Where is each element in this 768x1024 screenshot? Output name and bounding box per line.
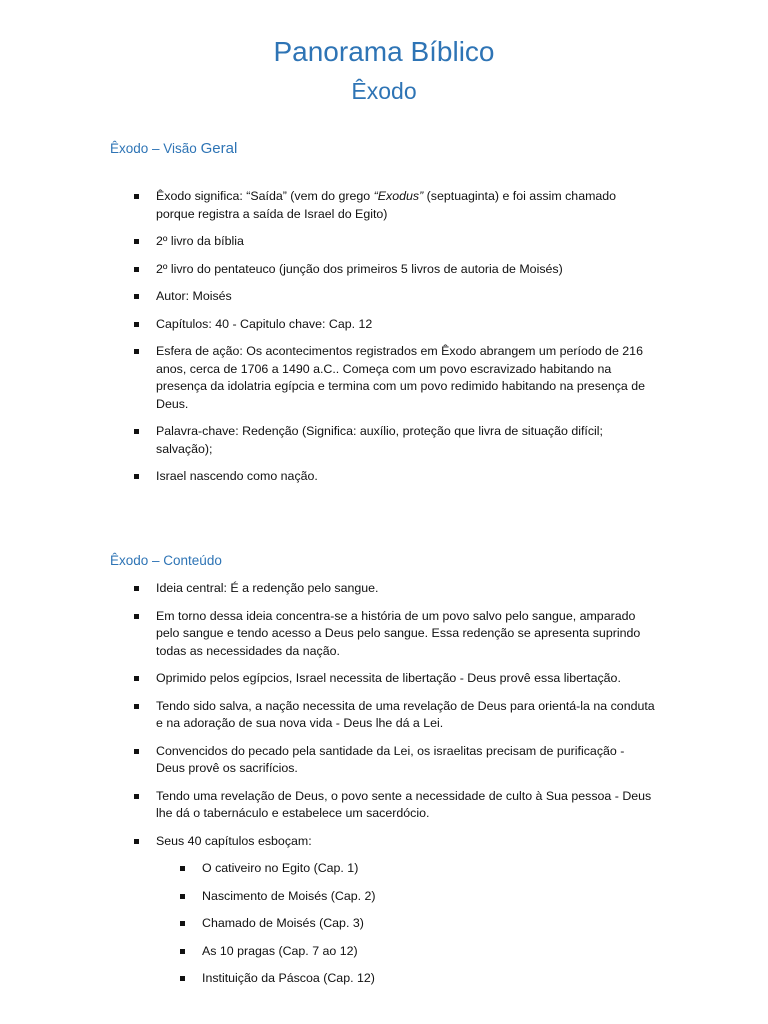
bullet-icon bbox=[180, 976, 185, 981]
list-item-text: Tendo uma revelação de Deus, o povo sente a necessidade de culto à Sua pessoa - Deus lhe dá o tabernáculo e estabelece um sacerdócio. bbox=[156, 788, 652, 820]
bullet-icon bbox=[134, 704, 139, 709]
list-item-text: Oprimido pelos egípcios, Israel necessita de libertação - Deus provê essa libertação. bbox=[156, 671, 621, 685]
sublist-item-text: As 10 pragas (Cap. 7 ao 12) bbox=[202, 943, 358, 958]
bullet-icon bbox=[134, 676, 139, 681]
bullet-icon bbox=[134, 749, 139, 754]
bullet-icon bbox=[134, 794, 139, 799]
list-item-italic-text: “Exodus” bbox=[373, 189, 424, 203]
list-item-text: Ideia central: É a redenção pelo sangue. bbox=[156, 581, 379, 595]
list-item bbox=[0, 261, 656, 279]
list-item bbox=[0, 580, 656, 598]
visao-geral-list bbox=[0, 188, 656, 486]
bullet-icon bbox=[134, 429, 139, 434]
bullet-icon bbox=[180, 866, 185, 871]
conteudo-list bbox=[0, 580, 656, 850]
sublist-item-text: Instituição da Páscoa (Cap. 12) bbox=[202, 971, 375, 985]
bullet-icon bbox=[180, 949, 185, 954]
sublist-item-text: Chamado de Moisés (Cap. 3) bbox=[202, 916, 364, 930]
list-item-text: Capítulos: 40 - Capitulo chave: Cap. 12 bbox=[156, 316, 373, 331]
list-item bbox=[0, 233, 656, 251]
sublist-item-text: Nascimento de Moisés (Cap. 2) bbox=[202, 888, 376, 903]
section-heading-conteudo: Êxodo – Conteúdo bbox=[110, 553, 222, 568]
bullet-icon bbox=[134, 239, 139, 244]
list-item-text: Seus 40 capítulos esboçam: bbox=[156, 833, 312, 848]
sublist-item-text: O cativeiro no Egito (Cap. 1) bbox=[202, 861, 359, 875]
list-item-text: (septuaginta) e foi assim chamado porque registra a saída de Israel do Egito) bbox=[156, 189, 617, 221]
list-item bbox=[0, 316, 656, 334]
sublist-item bbox=[0, 888, 702, 906]
bullet-icon bbox=[134, 322, 139, 327]
list-item bbox=[0, 743, 656, 778]
list-item-text: Palavra-chave: Redenção (Significa: auxílio, proteção que livra de situação difícil; salvação); bbox=[156, 424, 603, 456]
bullet-icon bbox=[134, 294, 139, 299]
bullet-icon bbox=[134, 474, 139, 479]
list-item-text: Israel nascendo como nação. bbox=[156, 469, 318, 483]
list-item-text: Êxodo significa: “Saída” (vem do grego bbox=[156, 189, 374, 203]
section-heading-prefix: Êxodo – Visão bbox=[110, 141, 197, 156]
esboco-sublist bbox=[0, 860, 702, 988]
list-item-text: Convencidos do pecado pela santidade da Lei, os israelitas precisam de purificação - Deus provê os sacrifícios. bbox=[156, 743, 625, 775]
bullet-icon bbox=[134, 267, 139, 272]
sublist-item bbox=[0, 915, 702, 933]
bullet-icon bbox=[134, 839, 139, 844]
list-item bbox=[0, 698, 656, 733]
sublist-item bbox=[0, 970, 702, 988]
list-item bbox=[0, 188, 656, 223]
list-item bbox=[0, 833, 656, 851]
list-item-text: Autor: Moisés bbox=[156, 289, 232, 303]
list-item-text: 2º livro da bíblia bbox=[156, 234, 244, 248]
bullet-icon bbox=[134, 614, 139, 619]
bullet-icon bbox=[180, 894, 185, 899]
list-item bbox=[0, 468, 656, 486]
bullet-icon bbox=[180, 921, 185, 926]
section-heading-suffix: Geral bbox=[200, 140, 238, 157]
list-item-text: Tendo sido salva, a nação necessita de uma revelação de Deus para orientá-la na conduta e na adoração de sua nova vida - Deus lhe dá a Lei. bbox=[156, 698, 655, 730]
bullet-icon bbox=[134, 586, 139, 591]
list-item bbox=[0, 343, 656, 413]
list-item-text: 2º livro do pentateuco (junção dos primeiros 5 livros de autoria de Moisés) bbox=[156, 261, 563, 276]
list-item bbox=[0, 670, 656, 688]
sublist-item bbox=[0, 943, 702, 961]
list-item bbox=[0, 608, 656, 661]
bullet-icon bbox=[134, 194, 139, 199]
bullet-icon bbox=[134, 349, 139, 354]
section-heading-visao-geral bbox=[110, 140, 237, 158]
sublist-item bbox=[0, 860, 702, 878]
list-item bbox=[0, 788, 656, 823]
list-item bbox=[0, 288, 656, 306]
list-item-text: Em torno dessa ideia concentra-se a história de um povo salvo pelo sangue, amparado pelo sangue e tendo acesso a Deus pelo sangue. Essa redenção se apresenta suprindo todas as necessidades da nação. bbox=[156, 608, 641, 658]
page-subtitle: Êxodo bbox=[351, 78, 417, 104]
list-item bbox=[0, 423, 656, 458]
list-item-text: Esfera de ação: Os acontecimentos registrados em Êxodo abrangem um período de 216 anos, cerca de 1706 a 1490 a.C.. Começa com um povo escravizado habitando na presença da idolatria egípcia e termina com um povo redimido habitando na presença de Deus. bbox=[156, 344, 646, 411]
page-title: Panorama Bíblico bbox=[273, 36, 495, 67]
